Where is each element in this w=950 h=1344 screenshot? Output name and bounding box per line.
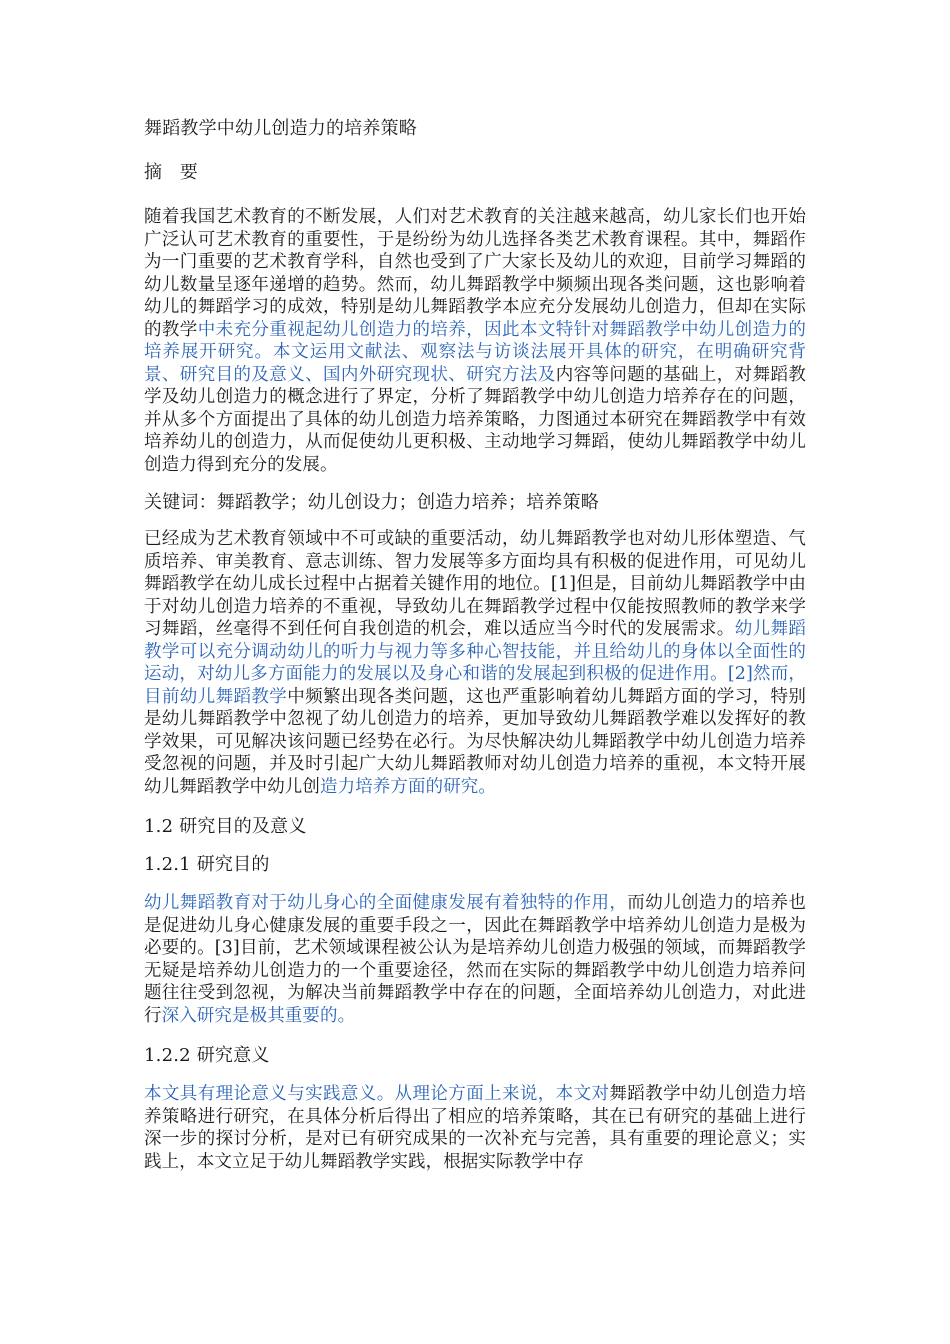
abstract-text-1: 随着我国艺术教育的不断发展，人们对艺术教育的关注越来越高，幼儿家长们也开始广泛认可艺术教育的重要性，于是纷纷为幼儿选择各类艺术教育课程。其中，舞蹈作为一门重要的艺术教育学科，自然也受到了广大家长及幼儿的欢迎，目前学习舞蹈的幼儿数量呈逐年递增的趋势。然而，幼儿舞蹈教学中频频出现各类问题，这也影响着幼儿的舞蹈学习的成效，特别是幼儿舞蹈教学本应充分发展幼儿创造力，但却在实际的教学 bbox=[144, 207, 806, 340]
purpose-text-2: 而幼儿创造力的培养也是促进幼儿身心健康发展的重要手段之一，因此在舞蹈教学中培养幼儿创造力是极为必要的。[3]目前，艺术领域课程被公认为是培养幼儿创造力极强的领域，而舞蹈教学无疑是培养幼儿创造力的一个重要途径，然而在实际的舞蹈教学中幼儿创造力培养问题往往受到忽视，为解决当前舞蹈教学中存在的问题，全面培养幼儿创造力，对此进行 bbox=[144, 893, 806, 1026]
purpose-text-1: 幼儿舞蹈教育对于幼儿身心的全面健康发展有着独特的作用， bbox=[144, 893, 628, 913]
significance-text-2: 舞蹈教学中幼儿创造力培养策略进行研究，在具体分析后得出了相应的培养策略，其在已有研究的基础上进行深一步的探讨分析，是对已有研究成果的一次补充与完善，具有重要的理论意义；实践上，本文立足于幼儿舞蹈教学实践，根据实际教学中存 bbox=[144, 1084, 806, 1172]
section-heading-1-2-2: 1.2.2 研究意义 bbox=[144, 1045, 270, 1066]
intro-text-4: 造力培养方面的研究。 bbox=[320, 776, 496, 797]
purpose-paragraph bbox=[144, 892, 806, 1027]
abstract-paragraph bbox=[144, 206, 806, 476]
significance-text-1: 本文具有理论意义与实践意义。从理论方面上来说，本文对 bbox=[144, 1084, 610, 1104]
abstract-text-3: 内容等问题的基础上，对舞蹈教学及幼儿创造力的概念进行了界定，分析了舞蹈教学中幼儿创造力培养存在的问题，并从多个方面提出了具体的幼儿创造力培养策略，力图通过本研究在舞蹈教学中有效培养幼儿的创造力，从而促使幼儿更积极、主动地学习舞蹈，使幼儿舞蹈教学中幼儿创造力得到充分的发展。 bbox=[144, 364, 806, 475]
purpose-text-3: 深入研究是极其重要的。 bbox=[161, 1005, 356, 1026]
section-heading-1-2: 1.2 研究目的及意义 bbox=[144, 816, 307, 837]
keywords-line: 关键词：舞蹈教学；幼儿创设力；创造力培养；培养策略 bbox=[144, 492, 599, 513]
section-heading-1-2-1: 1.2.1 研究目的 bbox=[144, 854, 270, 875]
abstract-text-2: 中未充分重视起幼儿创造力的培养，因此本文特针对舞蹈教学中幼儿创造力的培养展开研究。本文运用文献法、观察法与访谈法展开具体的研究，在明确研究背景、研究目的及意义、国内外研究现状、研究方法及 bbox=[144, 319, 806, 385]
page-title: 舞蹈教学中幼儿创造力的培养策略 bbox=[144, 118, 417, 139]
significance-paragraph bbox=[144, 1083, 806, 1173]
intro-text-2: 幼儿舞蹈教学可以充分调动幼儿的听力与视力等多种心智技能，并且给幼儿的身体以全面性的运动，对幼儿多方面能力的发展以及身心和谐的发展起到积极的促进作用。[2]然而，目前幼儿舞蹈教学 bbox=[144, 619, 806, 707]
abstract-heading: 摘 要 bbox=[144, 162, 204, 183]
intro-paragraph bbox=[144, 528, 806, 798]
document-page bbox=[144, 118, 806, 1173]
intro-text-3: 中频繁出现各类问题，这也严重影响着幼儿舞蹈方面的学习，特别是幼儿舞蹈教学中忽视了幼儿创造力的培养，更加导致幼儿舞蹈教学难以发挥好的教学效果，可见解决该问题已经势在必行。为尽快解决幼儿舞蹈教学中幼儿创造力培养受忽视的问题，并及时引起广大幼儿舞蹈教师对幼儿创造力培养的重视，本文特开展幼儿舞蹈教学中幼儿创 bbox=[144, 686, 806, 797]
intro-text-1: 已经成为艺术教育领域中不可或缺的重要活动，幼儿舞蹈教学也对幼儿形体塑造、气质培养、审美教育、意志训练、智力发展等多方面均具有积极的促进作用，可见幼儿舞蹈教学在幼儿成长过程中占据着关键作用的地位。[1]但是，目前幼儿舞蹈教学中由于对幼儿创造力培养的不重视，导致幼儿在舞蹈教学过程中仅能按照教师的教学来学习舞蹈，丝毫得不到任何自我创造的机会，难以适应当今时代的发展需求。 bbox=[144, 529, 806, 639]
